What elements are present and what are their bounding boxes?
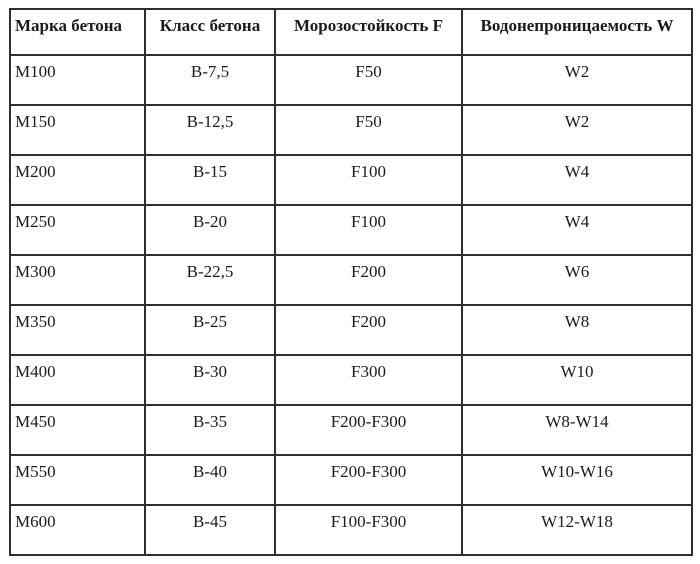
table-cell: В-15 [145,155,275,205]
table-cell: F50 [275,105,462,155]
table-cell: В-20 [145,205,275,255]
concrete-grades-table [9,8,693,556]
table-cell: W8-W14 [462,405,692,455]
table-cell: W10-W16 [462,455,692,505]
table-row [10,355,692,405]
table-cell: М150 [10,105,145,155]
table-cell: W2 [462,55,692,105]
table-cell: М400 [10,355,145,405]
table-cell: W8 [462,305,692,355]
table-cell: W10 [462,355,692,405]
table-cell: W12-W18 [462,505,692,555]
table-cell: W4 [462,205,692,255]
table-row [10,155,692,205]
table-cell: В-7,5 [145,55,275,105]
table-cell: М600 [10,505,145,555]
table-cell: F100 [275,155,462,205]
table-cell: М550 [10,455,145,505]
table-row [10,255,692,305]
table-cell: В-35 [145,405,275,455]
table-cell: М300 [10,255,145,305]
table-cell: В-30 [145,355,275,405]
table-cell: F50 [275,55,462,105]
table-cell: М200 [10,155,145,205]
table-row [10,105,692,155]
table-cell: В-25 [145,305,275,355]
table-cell: М250 [10,205,145,255]
table-cell: W6 [462,255,692,305]
table-row [10,205,692,255]
table-row [10,405,692,455]
table-cell: В-40 [145,455,275,505]
page [0,8,700,564]
header-row [10,9,692,55]
table-row [10,55,692,105]
table-cell: W2 [462,105,692,155]
table-cell: М450 [10,405,145,455]
column-header: Класс бетона [145,9,275,55]
table-cell: F300 [275,355,462,405]
table-cell: В-12,5 [145,105,275,155]
table-cell: W4 [462,155,692,205]
table-cell: М100 [10,55,145,105]
table-row [10,455,692,505]
table-cell: F200-F300 [275,455,462,505]
table-cell: F100 [275,205,462,255]
table-cell: F200 [275,305,462,355]
column-header: Морозостойкость F [275,9,462,55]
column-header: Водонепроницаемость W [462,9,692,55]
table-row [10,305,692,355]
column-header: Марка бетона [10,9,145,55]
table-cell: М350 [10,305,145,355]
table-cell: В-45 [145,505,275,555]
table-row [10,505,692,555]
table-cell: F200 [275,255,462,305]
table-cell: F200-F300 [275,405,462,455]
table-cell: F100-F300 [275,505,462,555]
table-cell: В-22,5 [145,255,275,305]
